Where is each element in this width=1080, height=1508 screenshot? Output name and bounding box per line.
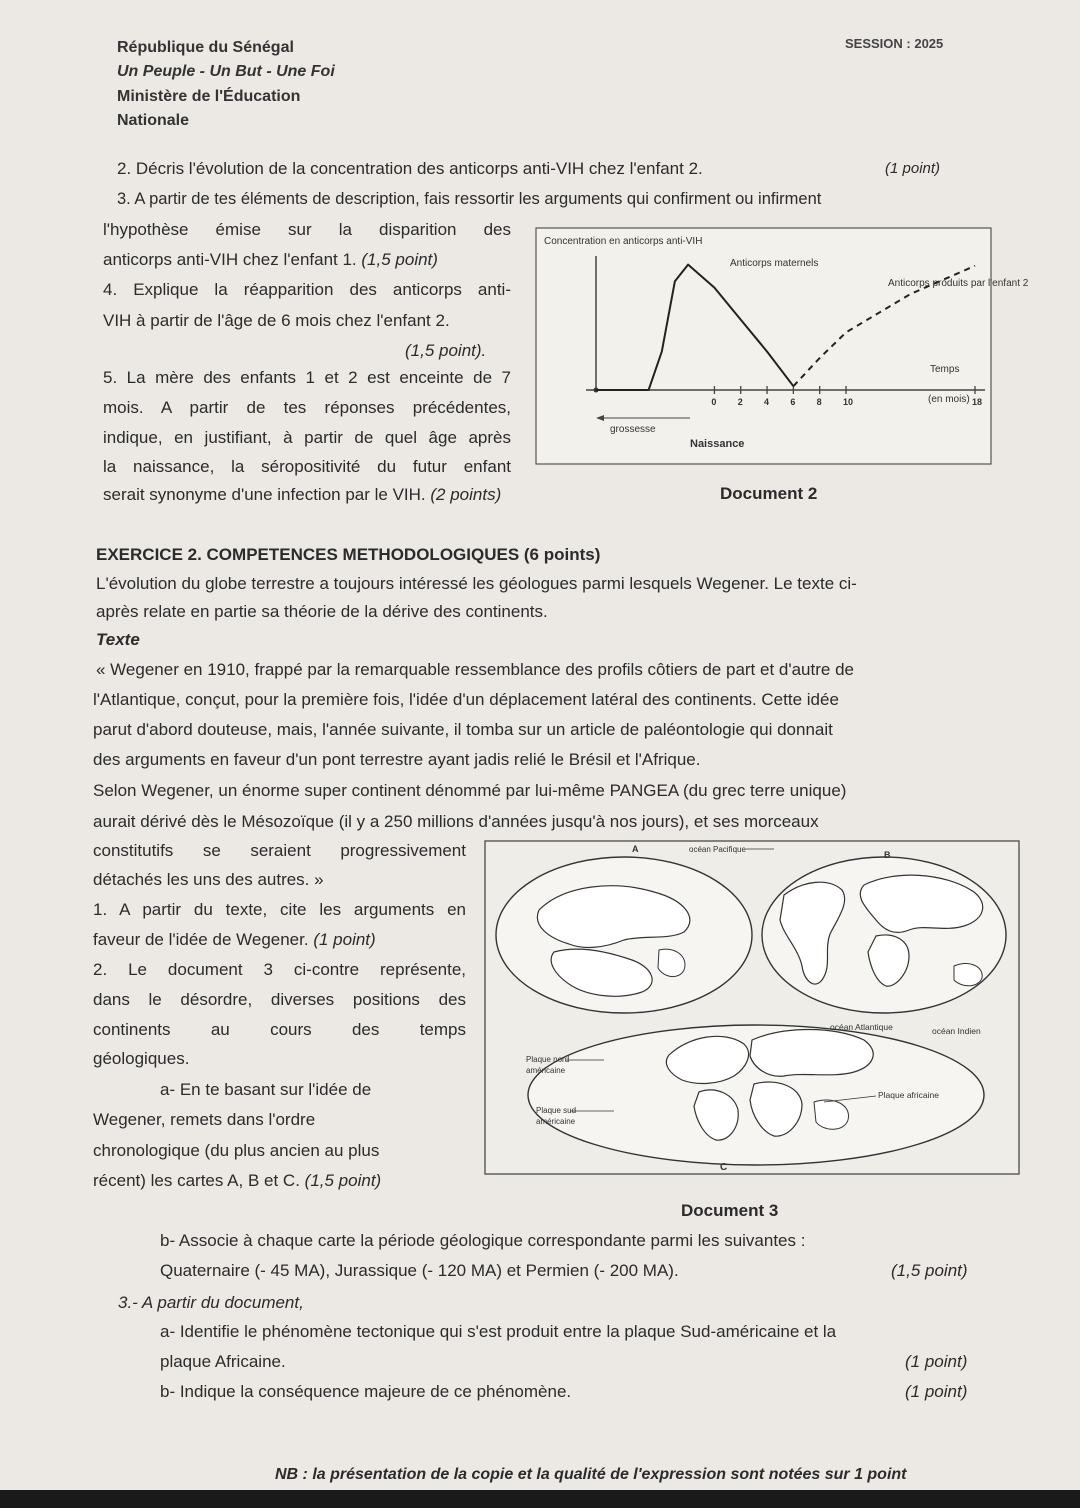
x-tick-label: 0 [711,397,717,407]
question-2-points: (1 point) [885,160,941,177]
q3-title: 3.- A partir du document, [118,1293,304,1312]
q2b-line-1: b- Associe à chaque carte la période géologique correspondante parmi les suivantes : [160,1231,806,1250]
q1-text: faveur de l'idée de Wegener. [93,930,309,949]
chart-ylabel: Concentration en anticorps anti-VIH [544,236,703,247]
q2a-line-3: chronologique (du plus ancien au plus [93,1141,380,1160]
question-5-line-3: indique, en justifiant, à partir de quel âge après [103,428,511,447]
south-american-plate-label-1: Plaque sud [536,1106,577,1115]
x-tick-label: 6 [790,397,796,407]
ministry-line-2: Nationale [117,112,190,129]
question-4-line-2: VIH à partir de l'âge de 6 mois chez l'enfant 2. [103,311,450,330]
quote-line-2: l'Atlantique, conçut, pour la première fois, l'idée d'un déplacement latéral des continents. Cette idée [93,690,839,709]
x-tick-label: 4 [764,397,770,407]
question-5-line-2: mois. A partir de tes réponses précédentes, [103,398,511,417]
q2-line-4: géologiques. [93,1049,190,1068]
x-tick-label: 2 [737,397,743,407]
x-tick-label: 18 [972,397,983,407]
question-3-text: anticorps anti-VIH chez l'enfant 1. [103,250,357,269]
map-b [762,857,1006,1013]
q2-line-2: dans le désordre, diverses positions des [93,990,466,1009]
maternal-antibodies-label: Anticorps maternels [730,258,819,269]
document-3-caption: Document 3 [681,1201,779,1220]
question-5-line-5 [103,485,501,505]
q2a-points: (1,5 point) [304,1171,382,1190]
q1-line-2 [93,930,376,950]
birth-label: Naissance [690,438,745,450]
q2b-line-2: Quaternaire (- 45 MA), Jurassique (- 120 MA) et Permien (- 200 MA). [160,1261,679,1280]
q2a-line-2: Wegener, remets dans l'ordre [93,1110,316,1129]
q3b-points: (1 point) [905,1382,968,1401]
antibody-concentration-chart [530,222,1029,470]
african-plate-label: Plaque africaine [878,1090,939,1100]
question-5-points: (2 points) [430,485,502,504]
map-b-label: B [884,850,891,860]
q2a-line-4 [93,1171,381,1191]
exercise-2-title: EXERCICE 2. COMPETENCES METHODOLOGIQUES (6 points) [96,545,601,564]
quote-line-3: parut d'abord douteuse, mais, l'année suivante, il tomba sur un article de paléontologie qui donnait [93,720,833,739]
country-name: République du Sénégal [117,39,294,56]
q2-line-3: continents au cours des temps [93,1020,466,1039]
bottom-dark-strip [0,1490,1080,1508]
atlantic-ocean-label: océan Atlantique [830,1022,893,1032]
indian-ocean-label: océan Indien [932,1026,981,1036]
x-tick-label: 8 [816,397,822,407]
x-tick-label: 10 [843,397,854,407]
question-3-line-1: 3. A partir de tes éléments de description, fais ressortir les arguments qui confirment ou infirment [117,190,822,208]
continental-drift-maps [484,840,1020,1176]
question-5-line-1: 5. La mère des enfants 1 et 2 est enceinte de 7 [103,368,511,387]
session-label: SESSION : 2025 [845,36,944,51]
question-3-line-3 [103,250,438,270]
text-label: Texte [96,630,140,649]
document-2-caption: Document 2 [720,484,818,503]
quote-line-5: Selon Wegener, un énorme super continent dénommé par lui-même PANGEA (du grec terre unique) [93,781,847,800]
map-a-label: A [632,844,639,854]
pacific-ocean-label: océan Pacifique [689,845,746,854]
question-5-text: serait synonyme d'une infection par le VIH. [103,485,426,504]
map-c-eurasia [750,1030,873,1077]
question-2: 2. Décris l'évolution de la concentration des anticorps anti-VIH chez l'enfant 2. [117,159,703,178]
map-c-label: C [720,1162,728,1173]
q2a-line-1: a- En te basant sur l'idée de [160,1080,372,1099]
map-b-australia [954,964,982,986]
quote-line-6: aurait dérivé dès le Mésozoïque (il y a 250 millions d'années jusqu'à nos jours), et ses morceaux [93,812,819,831]
quote-line-8: détachés les uns des autres. » [93,870,324,889]
north-american-plate-label-1: Plaque nord [526,1055,570,1064]
question-3-line-2: l'hypothèse émise sur la disparition des [103,220,511,239]
quote-line-4: des arguments en faveur d'un pont terrestre ayant jadis relié le Brésil et l'Afrique. [93,750,701,769]
q1-points: (1 point) [313,930,376,949]
pregnancy-label: grossesse [610,424,656,435]
child-antibodies-label: Anticorps produits par l'enfant 2 [888,278,1029,289]
south-american-plate-label-2: américaine [536,1117,576,1126]
q1-line-1: 1. A partir du texte, cite les arguments en [93,900,466,919]
q2a-text: récent) les cartes A, B et C. [93,1171,300,1190]
q2-line-1: 2. Le document 3 ci-contre représente, [93,960,466,979]
question-5-line-4: la naissance, la séropositivité du futur enfant [103,457,511,476]
intro-line-2: après relate en partie sa théorie de la dérive des continents. [96,602,548,621]
national-motto: Un Peuple - Un But - Une Foi [117,63,335,80]
question-4-line-1: 4. Explique la réapparition des anticorps anti- [103,280,511,299]
q3a-line-2: plaque Africaine. [160,1352,286,1371]
north-american-plate-label-2: américaine [526,1066,566,1075]
quote-line-7: constitutifs se seraient progressivement [93,841,466,860]
q3a-line-1: a- Identifie le phénomène tectonique qui s'est produit entre la plaque Sud-américaine et la [160,1322,837,1341]
q3a-points: (1 point) [905,1352,968,1371]
map-a [496,857,752,1013]
ministry-line-1: Ministère de l'Éducation [117,88,301,105]
chart-x-unit: (en mois) [928,394,970,405]
quote-line-1: « Wegener en 1910, frappé par la remarquable ressemblance des profils côtiers de part et d'autre de [96,660,854,679]
q2b-points: (1,5 point) [891,1261,968,1280]
question-4-points: (1,5 point). [405,341,487,360]
intro-line-1: L'évolution du globe terrestre a toujours intéressé les géologues parmi lesquels Wegener. Le texte ci- [96,574,857,593]
q3b-line-1: b- Indique la conséquence majeure de ce phénomène. [160,1382,572,1401]
chart-xlabel: Temps [930,364,960,375]
nb-note: NB : la présentation de la copie et la qualité de l'expression sont notées sur 1 point [275,1466,907,1483]
question-3-points: (1,5 point) [361,250,438,269]
